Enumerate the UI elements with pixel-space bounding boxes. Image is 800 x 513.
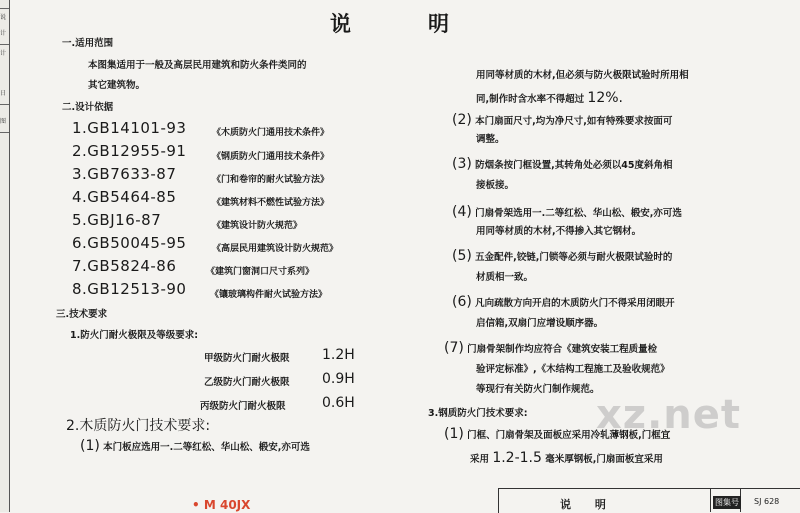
standard-row xyxy=(72,280,187,298)
item-text-cont: 等现行有关防火门制作规范。 xyxy=(476,384,600,395)
page-title xyxy=(330,8,453,38)
margin-char: 日 xyxy=(0,90,7,97)
standard-title: 《门和卷帘的耐火试验方法》 xyxy=(212,175,330,185)
rating-label: 乙级防火门耐火极限 xyxy=(204,377,290,388)
item-marker: (5) xyxy=(452,248,472,264)
margin-char: 计 xyxy=(0,50,7,57)
atlas-number-value: SJ 628 xyxy=(754,497,780,506)
standard-title: 《建筑门窗洞口尺寸系列》 xyxy=(206,267,315,277)
item-text-cont: 用同等材质的木材,不得掺入其它钢材。 xyxy=(476,226,642,237)
item-text: 毫米厚钢板,门扇面板宜采用 xyxy=(545,454,663,465)
standard-title: 《镶玻璃构件耐火试验方法》 xyxy=(210,290,328,300)
steel-item-cont xyxy=(470,452,663,466)
moisture-value: 12%. xyxy=(587,90,623,106)
right-text-line: 用同等材质的木材,但必须与防火极限试验时所用相 xyxy=(476,70,689,81)
item-text-cont: 启信箱,双扇门应增设顺序器。 xyxy=(476,318,604,329)
scope-text-line: 本图集适用于一般及高层民用建筑和防火条件类同的 xyxy=(88,60,307,71)
standard-title: 《高层民用建筑设计防火规范》 xyxy=(212,244,339,254)
title-block-name: 说 明 xyxy=(560,498,616,511)
section-heading-basis: 二.设计依据 xyxy=(62,102,114,113)
margin-char: 说 xyxy=(0,14,7,21)
rating-label: 丙级防火门耐火极限 xyxy=(200,401,286,412)
item-marker: (6) xyxy=(452,294,472,310)
standard-row xyxy=(72,234,187,252)
section-heading-tech: 三.技术要求 xyxy=(56,309,108,320)
item-marker: (2) xyxy=(452,112,472,128)
item-text: 本门板应选用一.二等红松、华山松、椴安,亦可选 xyxy=(103,442,310,453)
rating-value: 1.2H xyxy=(322,347,355,363)
thickness-range: 1.2-1.5 xyxy=(492,450,542,466)
wood-door-heading-text: 2.木质防火门技术要求: xyxy=(66,418,211,434)
right-item xyxy=(452,158,673,172)
wood-item-1 xyxy=(80,440,310,454)
standard-code: 6.GB50045-95 xyxy=(72,234,187,252)
right-text-line xyxy=(476,92,623,106)
right-item xyxy=(452,114,672,128)
item-text-cont: 材质相一致。 xyxy=(476,272,534,283)
standard-code: 5.GBJ16-87 xyxy=(72,211,162,229)
item-text: 门扇骨架选用一.二等红松、华山松、椴安,亦可选 xyxy=(475,208,682,219)
binding-margin xyxy=(0,0,10,512)
title-block-divider xyxy=(710,488,711,512)
scope-text-line: 其它建筑物。 xyxy=(88,80,146,91)
item-text-cont: 调整。 xyxy=(476,134,505,145)
title-char-1: 说 xyxy=(330,11,355,36)
standard-title: 《建筑材料不燃性试验方法》 xyxy=(212,198,330,208)
standard-code: 7.GB5824-86 xyxy=(72,257,177,275)
right-item xyxy=(452,296,675,310)
wood-door-heading xyxy=(66,420,210,434)
margin-char: 计 xyxy=(0,30,7,37)
standard-code: 1.GB14101-93 xyxy=(72,119,187,137)
item-text: 防烟条按门框设置,其转角处必须以45度斜角相 xyxy=(475,160,673,171)
margin-tick xyxy=(0,8,9,9)
item-text: 五金配件,铰链,门锁等必须与耐火极限试验时的 xyxy=(475,252,673,263)
watermark: xz.net xyxy=(596,392,742,438)
standard-title: 《钢质防火门通用技术条件》 xyxy=(212,152,330,162)
item-text-cont: 接板接。 xyxy=(476,180,515,191)
standard-code: 2.GB12955-91 xyxy=(72,142,187,160)
item-text: 采用 xyxy=(470,454,490,465)
item-text: 门扇骨架制作均应符合《建筑安装工程质量检 xyxy=(467,344,658,355)
rating-label: 甲级防火门耐火极限 xyxy=(204,353,290,364)
standard-title: 《木质防火门通用技术条件》 xyxy=(212,128,330,138)
right-item xyxy=(444,342,657,356)
item-text: 门框、门扇骨架及面板应采用冷轧薄钢板,门框宜 xyxy=(467,430,671,441)
item-marker: (1) xyxy=(444,426,464,442)
item-marker: (3) xyxy=(452,156,472,172)
item-marker: (1) xyxy=(80,438,100,454)
margin-tick xyxy=(0,132,9,133)
title-char-2: 明 xyxy=(428,11,453,36)
red-stamp: • M 40JX xyxy=(192,498,251,512)
standard-row xyxy=(72,257,177,275)
margin-tick xyxy=(0,104,9,105)
right-item xyxy=(452,250,672,264)
right-item xyxy=(452,206,682,220)
standard-code: 4.GB5464-85 xyxy=(72,188,177,206)
item-marker: (7) xyxy=(444,340,464,356)
item-text: 本门扇面尺寸,均为净尺寸,如有特殊要求按面可 xyxy=(475,116,673,127)
rating-value: 0.6H xyxy=(322,395,355,411)
standard-code: 3.GB7633-87 xyxy=(72,165,177,183)
item-text: 凡向疏散方向开启的木质防火门不得采用闭眼开 xyxy=(475,298,675,309)
atlas-number-label: 图集号 xyxy=(715,498,739,507)
standard-row xyxy=(72,119,187,137)
standard-code: 8.GB12513-90 xyxy=(72,280,187,298)
item-text-cont: 验评定标准》,《木结构工程施工及验收规范》 xyxy=(476,364,670,375)
fire-rating-heading: 1.防火门耐火极限及等级要求: xyxy=(70,330,199,341)
section-heading-scope: 一.适用范围 xyxy=(62,38,114,49)
item-marker: (4) xyxy=(452,204,472,220)
standard-row xyxy=(72,188,177,206)
standard-row xyxy=(72,165,177,183)
moisture-text: 同,制作时含水率不得超过 xyxy=(476,94,585,105)
standard-title: 《建筑设计防火规范》 xyxy=(212,221,303,231)
margin-char: 图 xyxy=(0,118,7,125)
steel-door-heading: 3.钢质防火门技术要求: xyxy=(428,408,528,419)
rating-value: 0.9H xyxy=(322,371,355,387)
standard-row xyxy=(72,211,162,229)
standard-row xyxy=(72,142,187,160)
margin-tick xyxy=(0,44,9,45)
